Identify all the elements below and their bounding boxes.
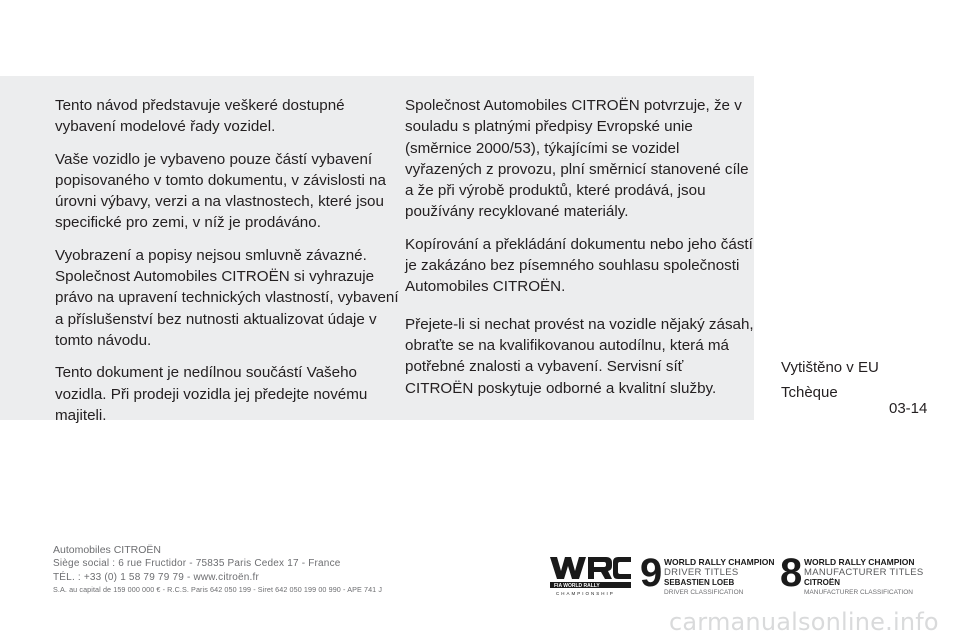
rally-logos	[548, 553, 928, 597]
paragraph: Přejete-li si nechat provést na vozidle nějaký zásah, obraťte se na kvalifikovanou autodílnu, která má potřebné znalosti a vybavení. Servisní síť CITROËN poskytuje odborné a kvalitní služby.	[405, 315, 754, 397]
paragraph: Kopírování a překládání dokumentu nebo jeho částí je zakázáno bez písemného souhlasu společnosti Automobiles CITROËN.	[405, 235, 753, 296]
left-text-column	[55, 95, 405, 437]
paragraph: Společnost Automobiles CITROËN potvrzuje, že v souladu s platnými předpisy Evropské unie (směrnice 2000/53), týkajícími se vozidel vyřazených z provozu, plní směrnicí stanovené cíle a že při výrobě produktů, které prodává, jsou používány recyklované materiály.	[405, 97, 749, 221]
driver-classification: DRIVER CLASSIFICATION	[664, 589, 744, 596]
wrc-logo-icon	[548, 553, 632, 597]
company-contact: TÉL. : +33 (0) 1 58 79 79 79 - www.citroën.fr	[53, 571, 260, 583]
manufacturer-name: CITROËN	[804, 578, 840, 587]
print-info	[781, 355, 879, 405]
company-name: Automobiles CITROËN	[53, 544, 161, 556]
wrc-subtitle: FIA WORLD RALLY	[554, 583, 600, 589]
company-footer	[53, 543, 382, 596]
manufacturer-title-heading: WORLD RALLY CHAMPION	[804, 557, 915, 567]
manufacturer-titles-number: 8	[780, 551, 803, 595]
company-legal: S.A. au capital de 159 000 000 € - R.C.S. Paris 642 050 199 - Siret 642 050 199 00 990 - APE 741 J	[53, 585, 383, 594]
driver-title-heading: WORLD RALLY CHAMPION	[664, 557, 775, 567]
paragraph: Tento návod představuje veškeré dostupné vybavení modelové řady vozidel.	[55, 97, 345, 136]
manufacturer-title-sub: MANUFACTURER TITLES	[804, 567, 924, 578]
paragraph: Vyobrazení a popisy nejsou smluvně závazné. Společnost Automobiles CITROËN si vyhrazuje právo na upravení technických vlastností, vybavení a příslušenství bez nutnosti aktualizovat údaje v tomto návodu.	[55, 246, 399, 349]
driver-title-sub: DRIVER TITLES	[664, 567, 739, 578]
driver-titles-number: 9	[640, 551, 663, 595]
wrc-championship: CHAMPIONSHIP	[556, 591, 615, 596]
driver-titles-text	[664, 557, 775, 597]
paragraph: Vaše vozidlo je vybaveno pouze částí vybavení popisovaného v tomto dokumentu, v závislosti na úrovni výbavy, verzi a na vlastnostech, které jsou specifické pro zemi, v níž je prodáváno.	[55, 150, 386, 232]
watermark-link[interactable]: carmanualsonline.info	[669, 608, 939, 636]
paragraph: Tento dokument je nedílnou součástí Vašeho vozidla. Při prodeji vozidla jej předejte novému majiteli.	[55, 364, 368, 424]
printed-in-label: Vytištěno v EU	[781, 359, 879, 376]
company-address: Siège social : 6 rue Fructidor - 75835 Paris Cedex 17 - France	[53, 558, 341, 569]
driver-name: SEBASTIEN LOEB	[664, 578, 735, 587]
page-number: 03-14	[889, 400, 928, 417]
printed-country-label: Tchèque	[781, 384, 838, 401]
manufacturer-classification: MANUFACTURER CLASSIFICATION	[804, 589, 913, 596]
right-text-column	[405, 95, 755, 410]
manufacturer-titles-text	[804, 557, 924, 597]
